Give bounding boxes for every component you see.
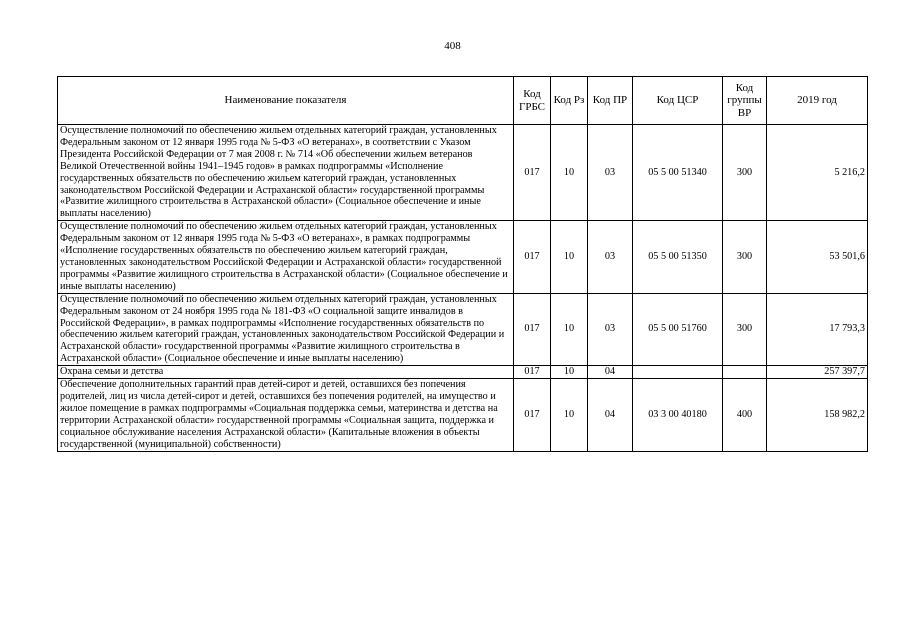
row-name: Осуществление полномочий по обеспечению жильем отдельных категорий граждан, установленных Федеральным законом от 12 января 1995 года № 5-ФЗ «О ветеранах», в рамках подпрограммы «Исполнение государственных обязательств по обеспечению жильем категорий граждан, установленных законодательством Российской Федерации и Астраханской области» государственной программы «Развитие жилищного строительства в Астраханской области» (Социальное обеспечение и иные выплаты населению) [58,221,514,293]
row-rz: 10 [551,379,588,451]
row-grbs: 017 [514,293,551,365]
table-row [58,366,868,379]
row-pr: 04 [588,379,633,451]
row-pr: 04 [588,366,633,379]
table-row [58,125,868,221]
row-rz: 10 [551,293,588,365]
row-csr: 05 5 00 51760 [633,293,723,365]
row-name: Осуществление полномочий по обеспечению жильем отдельных категорий граждан, установленных Федеральным законом от 12 января 1995 года № 5-ФЗ «О ветеранах», в соответствии с Указом Президента Российской Федерации от 7 мая 2008 г. № 714 «Об обеспечении жильем ветеранов Великой Отечественной войны 1941–1945 годов» в рамках подпрограммы «Исполнение государственных обязательств по обеспечению жильем категорий граждан, установленных законодательством Российской Федерации и Астраханской области» государственной программы «Развитие жилищного строительства в Астраханской области» (Социальное обеспечение и иные выплаты населению) [58,125,514,221]
row-vr: 300 [723,125,767,221]
header-vr: Код группы ВР [723,77,767,125]
header-year: 2019 год [767,77,868,125]
header-name: Наименование показателя [58,77,514,125]
row-vr [723,366,767,379]
header-grbs: Код ГРБС [514,77,551,125]
row-pr: 03 [588,293,633,365]
row-rz: 10 [551,125,588,221]
row-grbs: 017 [514,379,551,451]
row-csr [633,366,723,379]
row-grbs: 017 [514,221,551,293]
row-grbs: 017 [514,125,551,221]
row-vr: 400 [723,379,767,451]
row-grbs: 017 [514,366,551,379]
table-row [58,221,868,293]
table-header-row [58,77,868,125]
row-amount: 53 501,6 [767,221,868,293]
row-name: Охрана семьи и детства [58,366,514,379]
row-vr: 300 [723,293,767,365]
row-csr: 05 5 00 51350 [633,221,723,293]
row-amount: 158 982,2 [767,379,868,451]
row-csr: 05 5 00 51340 [633,125,723,221]
page-number: 408 [444,40,461,52]
row-amount: 17 793,3 [767,293,868,365]
table-row [58,293,868,365]
row-vr: 300 [723,221,767,293]
header-rz: Код Рз [551,77,588,125]
row-amount: 5 216,2 [767,125,868,221]
table-row [58,379,868,451]
budget-table [57,76,868,452]
row-pr: 03 [588,125,633,221]
row-name: Осуществление полномочий по обеспечению жильем отдельных категорий граждан, установленных Федеральным законом от 24 ноября 1995 года № 181-ФЗ «О социальной защите инвалидов в Российской Федерации», в рамках подпрограммы «Исполнение государственных обязательств по обеспечению жильем категорий граждан, установленных законодательством Российской Федерации и Астраханской области» государственной программы «Развитие жилищного строительства в Астраханской области» (Социальное обеспечение и иные выплаты населению) [58,293,514,365]
row-csr: 03 3 00 40180 [633,379,723,451]
row-name: Обеспечение дополнительных гарантий прав детей-сирот и детей, оставшихся без попечения родителей, лиц из числа детей-сирот и детей, оставшихся без попечения родителей, на имущество и жилое помещение в рамках подпрограммы «Социальная поддержка семьи, материнства и детства на территории Астраханской области» государственной программы «Социальная защита, поддержка и социальное обслуживание населения Астраханской области» (Капитальные вложения в объекты государственной (муниципальной) собственности) [58,379,514,451]
row-amount: 257 397,7 [767,366,868,379]
row-rz: 10 [551,221,588,293]
header-pr: Код ПР [588,77,633,125]
row-rz: 10 [551,366,588,379]
row-pr: 03 [588,221,633,293]
header-csr: Код ЦСР [633,77,723,125]
